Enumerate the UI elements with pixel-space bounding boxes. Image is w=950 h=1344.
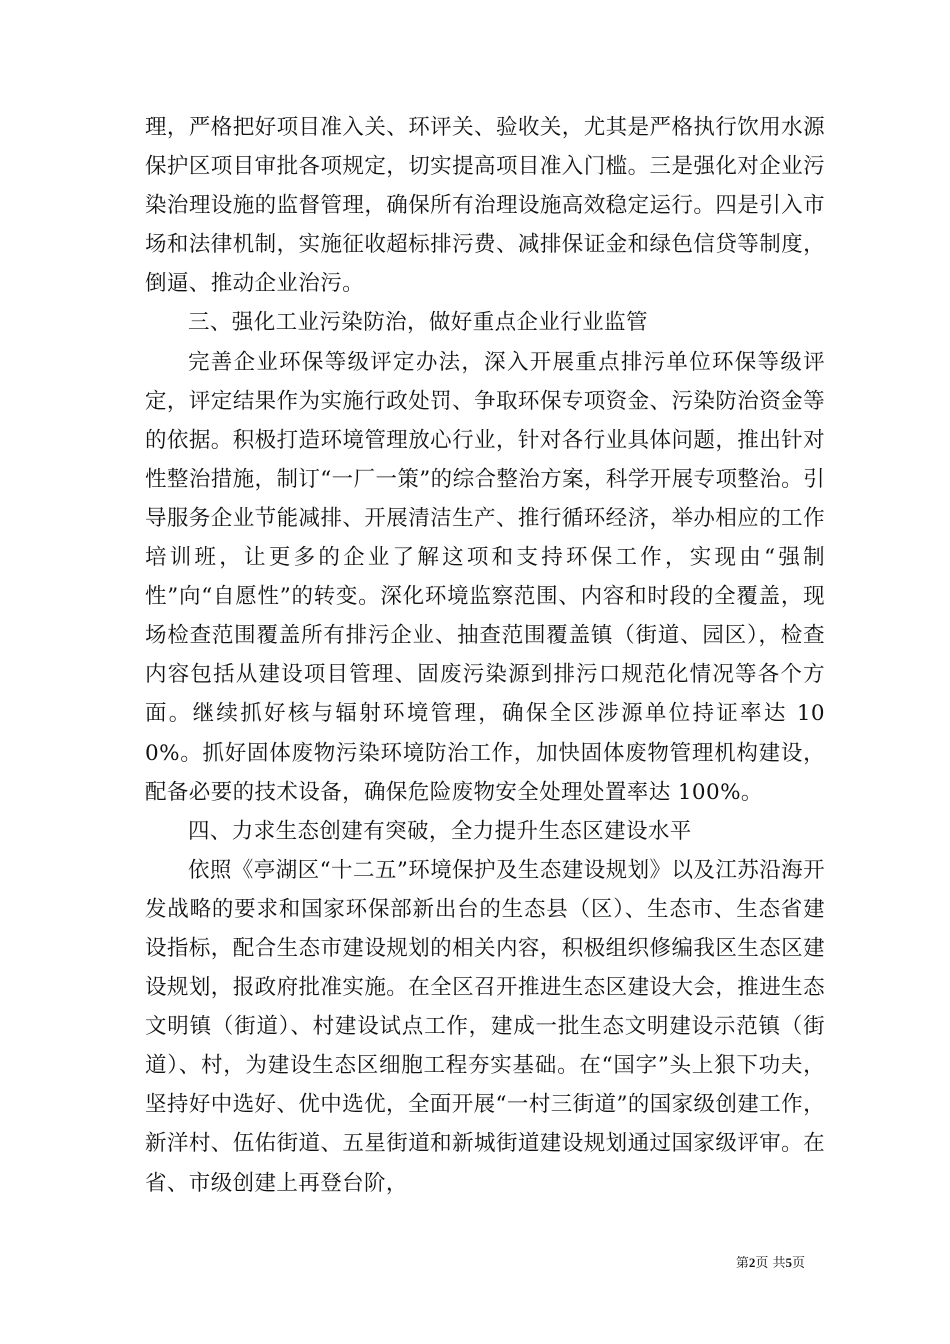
paragraph-continuation: 理，严格把好项目准入关、环评关、验收关，尤其是严格执行饮用水源保护区项目审批各项规定，切实提高项目准入门槛。三是强化对企业污染治理设施的监督管理，确保所有治理设施高效稳定运行。四是引入市场和法律机制，实施征收超标排污费、减排保证金和绿色信贷等制度，倒逼、推动企业治污。 (145, 115, 825, 297)
footer-total-pages: 5 (785, 1255, 792, 1270)
footer-prefix: 第 (735, 1256, 749, 1271)
footer-current-page: 2 (748, 1255, 756, 1270)
paragraph-industrial-pollution: 完善企业环保等级评定办法，深入开展重点排污单位环保等级评定，评定结果作为实施行政处罚、争取环保专项资金、污染防治资金等的依据。积极打造环境管理放心行业，针对各行业具体问题，推出针对性整治措施，制订“一厂一策”的综合整治方案，科学开展专项整治。引导服务企业节能减排、开展清洁生产、推行循环经济，举办相应的工作培训班，让更多的企业了解这项和支持环保工作，实现由“强制性”向“自愿性”的转变。深化环境监察范围、内容和时段的全覆盖，现场检查范围覆盖所有排污企业、抽查范围覆盖镇（街道、园区），检查内容包括从建设项目管理、固废污染源到排污口规范化情况等各个方面。继续抓好核与辐射环境管理，确保全区涉源单位持证率达 100%。抓好固体废物污染环境防治工作，加快固体废物管理机构建设，配备必要的技术设备，确保危险废物安全处理处置率达 100%。 (145, 349, 825, 805)
footer-middle: 页 共 (755, 1256, 786, 1271)
footer-suffix: 页 (791, 1256, 805, 1271)
section-heading-3: 三、强化工业污染防治，做好重点企业行业监管 (188, 310, 648, 336)
paragraph-ecological-construction: 依照《亭湖区“十二五”环境保护及生态建设规划》以及江苏沿海开发战略的要求和国家环保部新出台的生态县（区）、生态市、生态省建设指标，配合生态市建设规划的相关内容，积极组织修编我区生态区建设规划，报政府批准实施。在全区召开推进生态区建设大会，推进生态文明镇（街道）、村建设试点工作，建成一批生态文明建设示范镇（街道）、村，为建设生态区细胞工程夯实基础。在“国字”头上狠下功夫，坚持好中选好、优中选优，全面开展“一村三街道”的国家级创建工作，新洋村、伍佑街道、五星街道和新城街道建设规划通过国家级评审。在省、市级创建上再登台阶， (145, 857, 825, 1196)
document-body (145, 108, 825, 1203)
page-footer (736, 1254, 805, 1273)
section-heading-4: 四、力求生态创建有突破，全力提升生态区建设水平 (188, 818, 692, 844)
